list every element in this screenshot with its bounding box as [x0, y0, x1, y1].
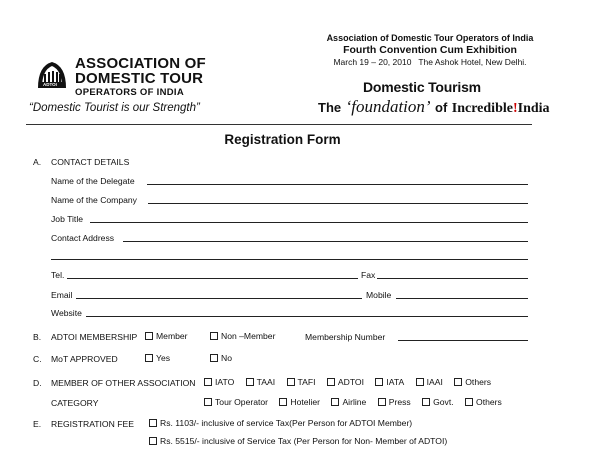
section-a-heading: CONTACT DETAILS	[51, 157, 130, 167]
category-heading: CATEGORY	[51, 398, 99, 408]
fee-option-member[interactable]	[149, 418, 412, 428]
category-option[interactable]	[422, 397, 454, 407]
press-checkbox[interactable]	[378, 398, 386, 406]
adtoi-checkbox[interactable]	[327, 378, 335, 386]
category-option[interactable]	[378, 397, 411, 407]
job-title-label: Job Title	[51, 214, 84, 224]
mobile-label: Mobile	[366, 290, 392, 300]
website-label: Website	[51, 308, 82, 318]
no-label: No	[221, 353, 232, 363]
theme-foundation: ‘foundation’	[345, 97, 431, 116]
event-title: Fourth Convention Cum Exhibition	[343, 44, 517, 56]
hotelier-label: Hotelier	[290, 397, 321, 407]
section-a-letter: A.	[33, 157, 42, 167]
govt-label: Govt.	[433, 397, 454, 407]
section-c-heading: MoT APPROVED	[51, 354, 118, 364]
taai-checkbox[interactable]	[246, 378, 254, 386]
company-input-line[interactable]	[148, 203, 528, 204]
theme-india: India	[517, 101, 550, 116]
no-checkbox[interactable]	[210, 354, 218, 362]
membership-number-label: Membership Number	[305, 332, 386, 342]
tour-operator-checkbox[interactable]	[204, 398, 212, 406]
yes-label: Yes	[156, 353, 171, 363]
iaai-checkbox[interactable]	[416, 378, 424, 386]
non-member-label: Non –Member	[221, 331, 276, 341]
association-option[interactable]	[246, 377, 275, 387]
tour-operator-label: Tour Operator	[215, 397, 269, 407]
category-option[interactable]	[204, 397, 268, 407]
press-label: Press	[388, 397, 411, 407]
membership-option-non-member[interactable]	[210, 331, 275, 341]
section-b-letter: B.	[33, 332, 42, 342]
iata-checkbox[interactable]	[375, 378, 383, 386]
airline-checkbox[interactable]	[331, 398, 339, 406]
tafi-checkbox[interactable]	[287, 378, 295, 386]
event-theme-line-1: Domestic Tourism	[363, 79, 481, 95]
association-option[interactable]	[375, 377, 404, 387]
fax-input-line[interactable]	[377, 278, 528, 279]
association-option[interactable]	[204, 377, 234, 387]
theme-the: The	[318, 100, 342, 115]
logo-line-2: DOMESTIC TOUR	[75, 70, 204, 87]
iaai-label: IAAI	[426, 377, 443, 387]
others-label: Others	[465, 377, 492, 387]
emblem-label: ADTOI	[43, 82, 57, 87]
iata-label: IATA	[386, 377, 405, 387]
iato-label: IATO	[215, 377, 235, 387]
taai-label: TAAI	[256, 377, 276, 387]
category-option[interactable]	[331, 397, 366, 407]
delegate-label: Name of the Delegate	[51, 176, 135, 186]
association-option[interactable]	[287, 377, 316, 387]
section-c-letter: C.	[33, 354, 42, 364]
logo-line-1: ASSOCIATION OF	[75, 55, 206, 72]
fee-non-member-label: Rs. 5515/- inclusive of Service Tax (Per Person for Non- Member of ADTOI)	[160, 436, 448, 446]
section-e-heading: REGISTRATION FEE	[51, 419, 134, 429]
section-b-heading: ADTOI MEMBERSHIP	[51, 332, 138, 342]
govt-checkbox[interactable]	[422, 398, 430, 406]
iato-checkbox[interactable]	[204, 378, 212, 386]
website-input-line[interactable]	[86, 316, 528, 317]
others-checkbox[interactable]	[454, 378, 462, 386]
airline-label: Airline	[342, 397, 367, 407]
theme-of: of	[435, 100, 448, 115]
event-theme-line-2	[318, 97, 550, 117]
association-option[interactable]	[454, 377, 491, 387]
address-input-line-1[interactable]	[123, 241, 528, 242]
mot-option-no[interactable]	[210, 353, 232, 363]
company-label: Name of the Company	[51, 195, 137, 205]
fee-member-checkbox[interactable]	[149, 419, 157, 427]
fee-option-non-member[interactable]	[149, 436, 447, 446]
logo-line-3: OPERATORS OF INDIA	[75, 87, 185, 98]
email-input-line[interactable]	[76, 298, 362, 299]
membership-option-member[interactable]	[145, 331, 188, 341]
header-divider	[26, 124, 532, 125]
category-others-label: Others	[476, 397, 502, 407]
event-organisation: Association of Domestic Tour Operators of India	[326, 33, 534, 43]
category-option[interactable]	[279, 397, 320, 407]
category-option[interactable]	[465, 397, 502, 407]
tel-input-line[interactable]	[67, 278, 358, 279]
delegate-input-line[interactable]	[147, 184, 528, 185]
association-option[interactable]	[327, 377, 364, 387]
section-d-heading: MEMBER OF OTHER ASSOCIATION	[51, 378, 196, 388]
adtoi-label: ADTOI	[337, 377, 364, 387]
member-label: Member	[156, 331, 188, 341]
fee-member-label: Rs. 1103/- inclusive of service Tax(Per Person for ADTOI Member)	[160, 418, 413, 428]
fax-label: Fax	[361, 270, 376, 280]
category-others-checkbox[interactable]	[465, 398, 473, 406]
address-label: Contact Address	[51, 233, 115, 243]
section-e-letter: E.	[33, 419, 42, 429]
category-options	[204, 397, 511, 407]
tel-label: Tel.	[51, 270, 65, 280]
event-header	[300, 33, 560, 67]
logo-tagline: “Domestic Tourist is our Strength”	[29, 102, 200, 114]
member-checkbox[interactable]	[145, 332, 153, 340]
non-member-checkbox[interactable]	[210, 332, 218, 340]
association-option[interactable]	[416, 377, 443, 387]
fee-non-member-checkbox[interactable]	[149, 437, 157, 445]
tafi-label: TAFI	[297, 377, 316, 387]
event-date-venue: March 19 – 20, 2010 The Ashok Hotel, New Delhi.	[333, 57, 527, 67]
hotelier-checkbox[interactable]	[279, 398, 287, 406]
adtoi-logo	[35, 58, 69, 92]
address-input-line-2[interactable]	[51, 259, 528, 260]
section-d-letter: D.	[33, 378, 42, 388]
membership-number-input-line[interactable]	[398, 340, 528, 341]
email-label: Email	[51, 290, 73, 300]
association-options	[204, 377, 500, 387]
mot-option-yes[interactable]	[145, 353, 170, 363]
yes-checkbox[interactable]	[145, 354, 153, 362]
theme-exclamation-icon: !	[512, 101, 518, 116]
mobile-input-line[interactable]	[396, 298, 528, 299]
form-title: Registration Form	[224, 132, 341, 147]
job-title-input-line[interactable]	[90, 222, 528, 223]
theme-incredible: Incredible	[451, 101, 513, 116]
